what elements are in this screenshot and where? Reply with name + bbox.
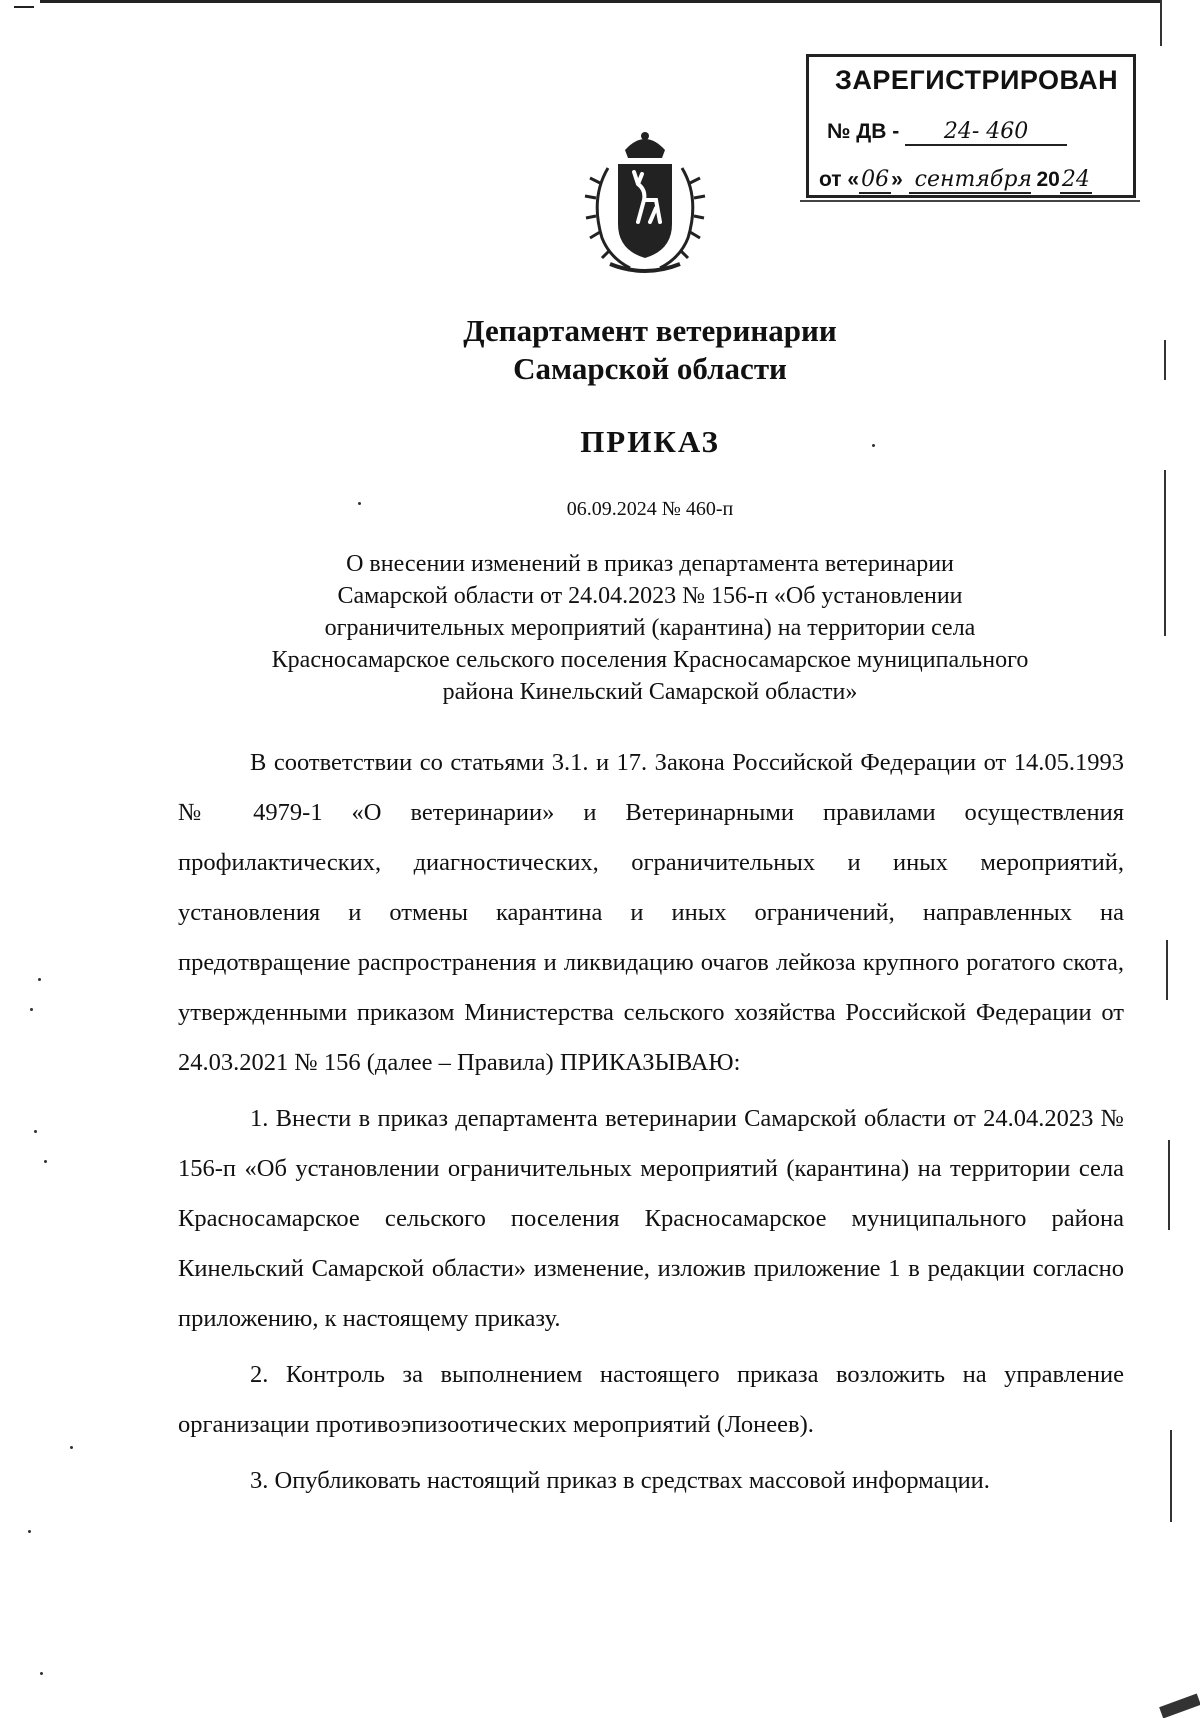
- scan-edge-line: [1166, 940, 1168, 1000]
- registration-stamp: [806, 54, 1136, 198]
- order-title: ПРИКАЗ: [580, 424, 720, 459]
- scan-edge-line: [1164, 470, 1166, 636]
- stamp-date-year-suffix: 24: [1061, 167, 1090, 192]
- department-name-line2: Самарской области: [513, 351, 787, 386]
- stamp-underline: [800, 200, 1140, 202]
- scan-speck: [40, 1672, 43, 1675]
- scan-speck: [30, 1008, 33, 1011]
- department-name-line1: Департамент ветеринарии: [463, 313, 837, 348]
- scan-speck: [44, 1160, 47, 1163]
- stamp-date-day: 06: [861, 167, 890, 192]
- stamp-date-month: сентября: [909, 167, 1031, 194]
- order-subject-line1: О внесении изменений в приказ департамента ветеринарии: [346, 551, 954, 577]
- order-subject: [170, 548, 1130, 708]
- scan-speck: [38, 978, 41, 981]
- samara-coat-of-arms-icon: [580, 128, 710, 278]
- scan-speck: [34, 1130, 37, 1133]
- stamp-number-label: № ДВ -: [827, 120, 900, 143]
- order-item-2: 2. Контроль за выполнением настоящего приказа возложить на управление организации противоэпизоотических мероприятий (Лонеев).: [178, 1361, 1124, 1438]
- scan-speck: [70, 1446, 73, 1449]
- stamp-number-row: [827, 119, 1067, 146]
- stamp-date-prefix: от «: [819, 168, 860, 191]
- scan-edge-line: [1160, 0, 1162, 46]
- stamp-date-year-prefix: 20: [1036, 168, 1060, 191]
- order-subject-line4: Красносамарское сельского поселения Красносамарское муниципального: [271, 647, 1029, 673]
- department-name: [0, 312, 1200, 388]
- scan-top-edge-line: [40, 0, 1160, 3]
- stamp-title: ЗАРЕГИСТРИРОВАН: [835, 65, 1119, 95]
- order-body: [178, 738, 1124, 1506]
- order-subject-line3: ограничительных мероприятий (карантина) на территории села: [324, 615, 976, 641]
- order-subject-line5: района Кинельский Самарской области»: [442, 679, 858, 705]
- scan-speck: [28, 1530, 31, 1533]
- stamp-number-value: 24- 460: [905, 119, 1067, 146]
- stamp-date-row: [819, 167, 1092, 194]
- scan-edge-line: [1159, 1694, 1200, 1718]
- order-item-3: 3. Опубликовать настоящий приказ в средствах массовой информации.: [250, 1467, 990, 1494]
- order-date-number: 06.09.2024 № 460-п: [566, 498, 734, 520]
- order-subject-line2: Самарской области от 24.04.2023 № 156-п «Об установлении: [337, 583, 963, 609]
- preamble-paragraph: В соответствии со статьями 3.1. и 17. Закона Российской Федерации от 14.05.1993 № 4979-1 «О ветеринарии» и Ветеринарными правилами осуществления профилактических, диагностических, ограничительных и иных мероприятий, установления и отмены карантина и иных ограничений, направленных на предотвращение распространения и ликвидацию очагов лейкоза крупного рогатого скота, утвержденными приказом Министерства сельского хозяйства Российской Федерации от 24.03.2021 № 156 (далее – Правила) ПРИКАЗЫВАЮ:: [178, 749, 1124, 1076]
- scan-edge-line: [1170, 1430, 1172, 1522]
- scan-corner-mark: [14, 0, 34, 8]
- scan-edge-line: [1168, 1140, 1170, 1230]
- order-item-1: 1. Внести в приказ департамента ветеринарии Самарской области от 24.04.2023 № 156-п «Об установлении ограничительных мероприятий (карантина) на территории села Красносамарское сельского поселения Красносамарское муниципального района Кинельский Самарской области» изменение, изложив приложение 1 в редакции согласно приложению, к настоящему приказу.: [178, 1105, 1124, 1332]
- stamp-date-mid: »: [891, 168, 903, 191]
